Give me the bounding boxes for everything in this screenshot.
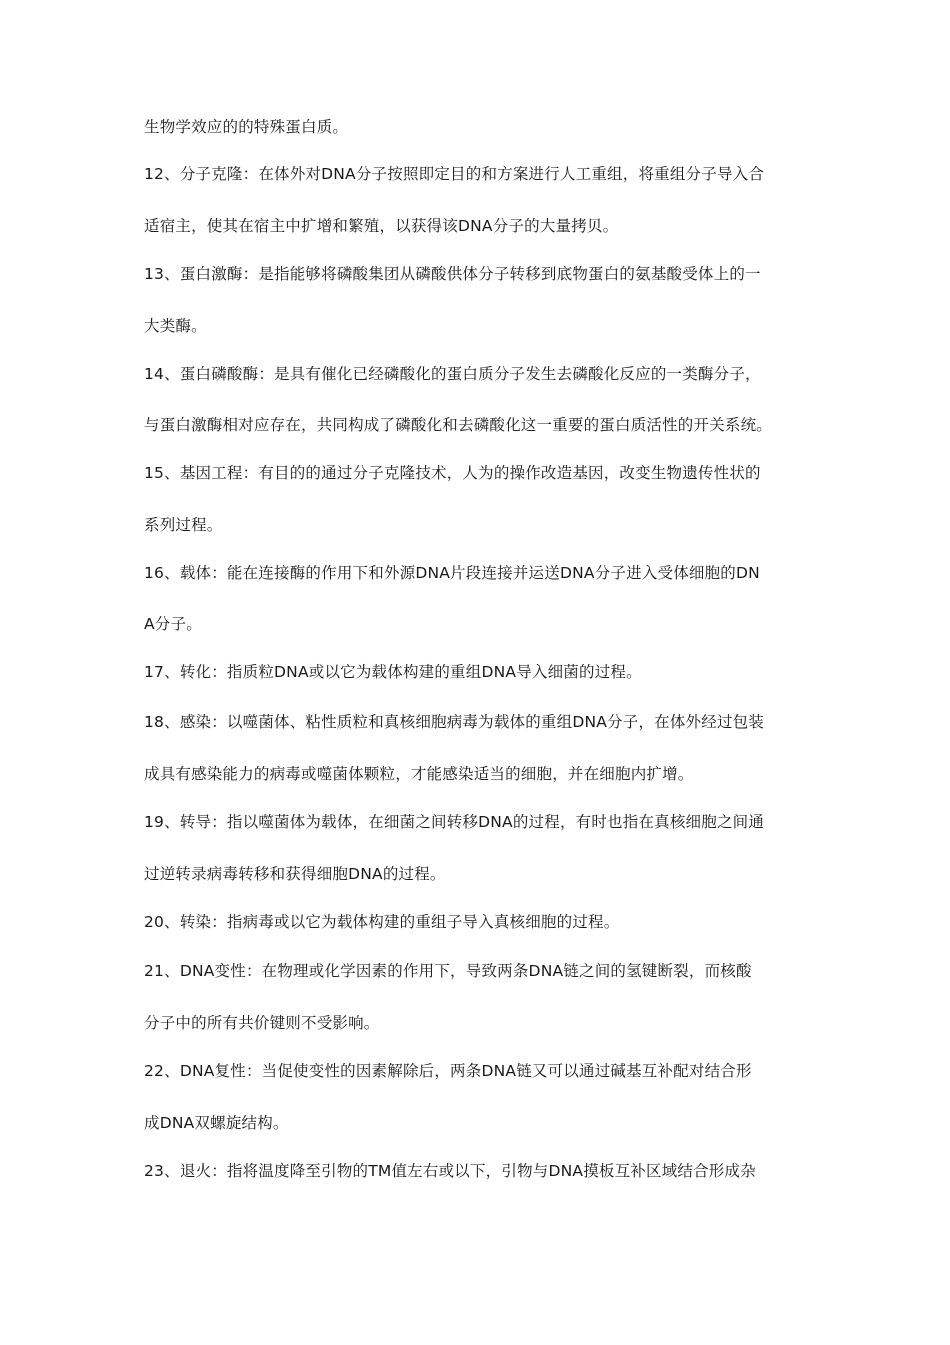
text-line: 12、分子克隆：在体外对DNA分子按照即定目的和方案进行人工重组，将重组分子导入合 xyxy=(144,165,765,183)
text-line: 成DNA双螺旋结构。 xyxy=(144,1114,289,1132)
text-line: 适宿主，使其在宿主中扩增和繁殖，以获得该DNA分子的大量拷贝。 xyxy=(144,217,619,235)
text-line: 23、退火：指将温度降至引物的TM值左右或以下，引物与DNA摸板互补区域结合形成杂 xyxy=(144,1162,756,1180)
text-line: 14、蛋白磷酸酶：是具有催化已经磷酸化的蛋白质分子发生去磷酸化反应的一类酶分子， xyxy=(144,365,761,383)
text-line: 系列过程。 xyxy=(144,516,223,534)
text-line: 18、感染：以噬菌体、粘性质粒和真核细胞病毒为载体的重组DNA分子，在体外经过包装 xyxy=(144,713,765,731)
text-line: 16、载体：能在连接酶的作用下和外源DNA片段连接并运送DNA分子进入受体细胞的DN xyxy=(144,564,760,582)
text-line: 21、DNA变性：在物理或化学因素的作用下，导致两条DNA链之间的氢键断裂，而核酸 xyxy=(144,962,752,980)
text-line: 22、DNA复性：当促使变性的因素解除后，两条DNA链又可以通过碱基互补配对结合形 xyxy=(144,1062,752,1080)
text-line: A分子。 xyxy=(144,615,202,633)
text-line: 大类酶。 xyxy=(144,317,207,335)
text-line: 19、转导：指以噬菌体为载体，在细菌之间转移DNA的过程，有时也指在真核细胞之间通 xyxy=(144,813,765,831)
text-line: 13、蛋白激酶：是指能够将磷酸集团从磷酸供体分子转移到底物蛋白的氨基酸受体上的一 xyxy=(144,265,761,283)
text-line: 成具有感染能力的病毒或噬菌体颗粒，才能感染适当的细胞，并在细胞内扩增。 xyxy=(144,765,694,783)
text-line: 分子中的所有共价键则不受影响。 xyxy=(144,1014,380,1032)
text-line: 17、转化：指质粒DNA或以它为载体构建的重组DNA导入细菌的过程。 xyxy=(144,663,642,681)
text-line: 20、转染：指病毒或以它为载体构建的重组子导入真核细胞的过程。 xyxy=(144,913,620,931)
text-line: 过逆转录病毒转移和获得细胞DNA的过程。 xyxy=(144,865,446,883)
text-line: 15、基因工程：有目的的通过分子克隆技术，人为的操作改造基因，改变生物遗传性状的 xyxy=(144,464,761,482)
text-line: 生物学效应的的特殊蛋白质。 xyxy=(144,118,349,136)
text-line: 与蛋白激酶相对应存在，共同构成了磷酸化和去磷酸化这一重要的蛋白质活性的开关系统。 xyxy=(144,416,773,434)
